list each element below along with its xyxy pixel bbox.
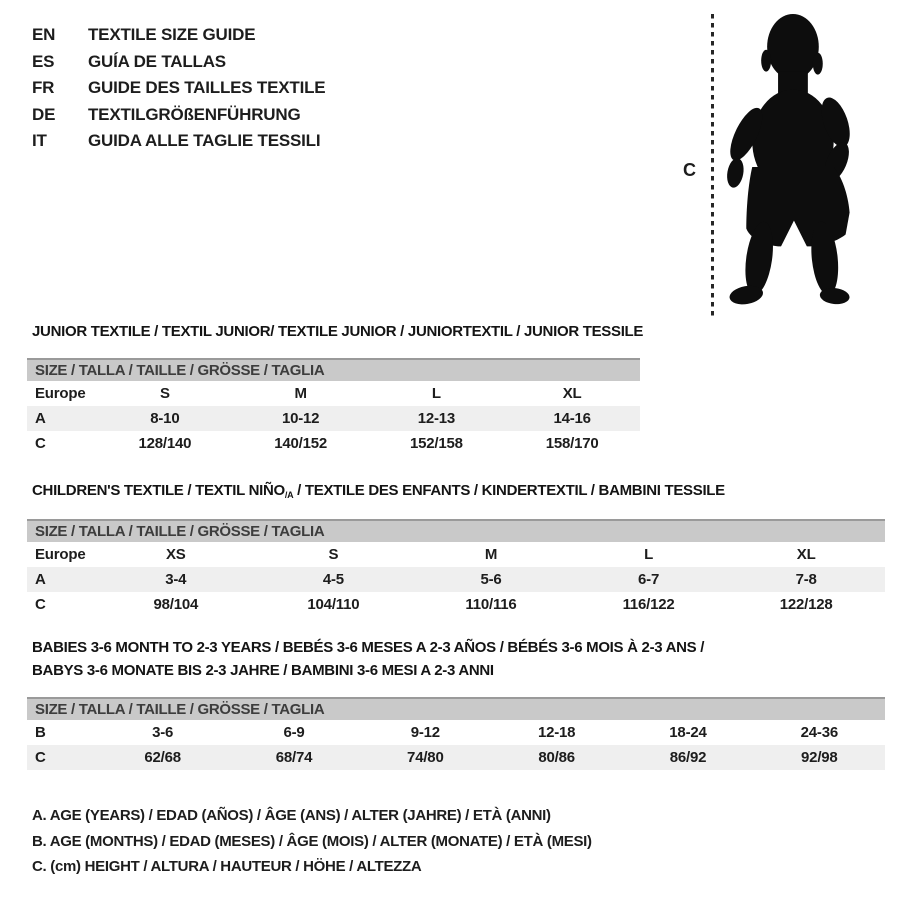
language-row bbox=[32, 49, 325, 76]
row-label: Europe bbox=[35, 385, 86, 402]
size-value-cell: 80/86 bbox=[538, 749, 575, 766]
size-value-cell: 68/74 bbox=[275, 749, 313, 766]
size-value-cell: 122/128 bbox=[779, 596, 833, 613]
language-title: TEXTILGRÖßENFÜHRUNG bbox=[88, 104, 301, 124]
table-row bbox=[27, 406, 640, 431]
size-value-cell: 158/170 bbox=[545, 435, 599, 452]
row-label: C bbox=[35, 435, 46, 452]
size-value-cell: 152/158 bbox=[409, 435, 463, 452]
size-value-cell: L bbox=[644, 546, 654, 563]
size-value-cell: 110/116 bbox=[465, 596, 517, 613]
size-value-cell: XS bbox=[165, 546, 186, 563]
size-value-cell: L bbox=[431, 385, 441, 402]
language-code: FR bbox=[32, 78, 55, 98]
size-value-cell: 18-24 bbox=[669, 724, 707, 741]
size-value-cell: 14-16 bbox=[553, 410, 591, 427]
size-table-section-2 bbox=[27, 636, 887, 770]
table-row bbox=[27, 745, 885, 770]
size-value-cell: 7-8 bbox=[795, 571, 817, 588]
size-value-cell: 3-4 bbox=[165, 571, 187, 588]
row-label: C bbox=[35, 749, 46, 766]
size-value-cell: 98/104 bbox=[153, 596, 199, 613]
section-heading bbox=[32, 636, 887, 659]
table-row bbox=[27, 542, 885, 567]
section-heading-text: BABYS 3-6 MONATE BIS 2-3 JAHRE / BAMBINI 3-6 MESI A 2-3 ANNI bbox=[32, 662, 494, 679]
size-value-cell: 6-9 bbox=[283, 724, 305, 741]
size-value-cell: 24-36 bbox=[800, 724, 838, 741]
section-heading-text: BABIES 3-6 MONTH TO 2-3 YEARS / BEBÉS 3-6 MESES A 2-3 AÑOS / BÉBÉS 3-6 MOIS À 2-3 ANS / bbox=[32, 639, 705, 656]
size-band-header: SIZE / TALLA / TAILLE / GRÖSSE / TAGLIA bbox=[27, 519, 885, 542]
size-value-cell: 12-18 bbox=[537, 724, 576, 741]
language-code: EN bbox=[32, 25, 56, 45]
section-heading bbox=[32, 320, 887, 343]
row-label: C bbox=[35, 596, 46, 613]
size-value-cell: 62/68 bbox=[144, 749, 181, 766]
size-value-cell: 12-13 bbox=[417, 410, 456, 427]
legend-line: C. (cm) HEIGHT / ALTURA / HAUTEUR / HÖHE / ALTEZZA bbox=[32, 858, 422, 875]
language-title-list bbox=[32, 22, 325, 155]
size-value-cell: 86/92 bbox=[669, 749, 707, 766]
size-value-cell: XL bbox=[796, 546, 816, 563]
size-value-cell: 92/98 bbox=[801, 749, 838, 766]
language-row bbox=[32, 75, 325, 102]
size-value-cell: M bbox=[484, 546, 498, 563]
size-value-cell: 9-12 bbox=[410, 724, 440, 741]
section-heading-text: / TEXTILE DES ENFANTS / KINDERTEXTIL / BAMBINI TESSILE bbox=[293, 482, 725, 499]
height-measure-dotted-line bbox=[711, 14, 714, 316]
measure-legend bbox=[32, 803, 592, 880]
section-heading-text: /A bbox=[284, 490, 294, 500]
section-heading-text: JUNIOR TEXTILE / TEXTIL JUNIOR/ TEXTILE JUNIOR / JUNIORTEXTIL / JUNIOR TESSILE bbox=[32, 323, 644, 340]
row-label: B bbox=[35, 724, 46, 741]
size-value-cell: S bbox=[159, 385, 170, 402]
language-title: TEXTILE SIZE GUIDE bbox=[88, 25, 256, 45]
size-value-cell: M bbox=[294, 385, 307, 402]
row-label: A bbox=[35, 571, 46, 588]
legend-line: B. AGE (MONTHS) / EDAD (MESES) / ÂGE (MOIS) / ALTER (MONATE) / ETÀ (MESI) bbox=[32, 832, 592, 850]
size-table bbox=[27, 697, 885, 770]
size-value-cell: S bbox=[328, 546, 339, 563]
size-value-cell: 3-6 bbox=[152, 724, 174, 741]
size-table-section-1 bbox=[27, 479, 887, 617]
size-value-cell: XL bbox=[562, 385, 582, 402]
language-code: IT bbox=[32, 131, 47, 151]
row-label: Europe bbox=[35, 546, 86, 563]
size-value-cell: 5-6 bbox=[480, 571, 502, 588]
section-heading bbox=[32, 479, 887, 507]
table-row bbox=[27, 567, 885, 592]
table-row bbox=[27, 592, 885, 617]
section-heading bbox=[32, 659, 887, 682]
language-row bbox=[32, 128, 325, 155]
height-measure-label: C bbox=[683, 160, 696, 180]
size-value-cell: 6-7 bbox=[638, 571, 660, 588]
size-band-header: SIZE / TALLA / TAILLE / GRÖSSE / TAGLIA bbox=[27, 697, 885, 720]
size-value-cell: 116/122 bbox=[622, 596, 675, 613]
language-title: GUIDA ALLE TAGLIE TESSILI bbox=[88, 131, 321, 151]
language-row bbox=[32, 102, 325, 129]
language-code: ES bbox=[32, 51, 55, 71]
size-value-cell: 4-5 bbox=[322, 571, 344, 588]
size-value-cell: 128/140 bbox=[138, 435, 192, 452]
table-row bbox=[27, 381, 640, 406]
section-heading-text: CHILDREN'S TEXTILE / TEXTIL NIÑO bbox=[32, 482, 285, 499]
size-band-header: SIZE / TALLA / TAILLE / GRÖSSE / TAGLIA bbox=[27, 358, 640, 381]
table-row bbox=[27, 431, 640, 456]
row-label: A bbox=[35, 410, 46, 427]
size-table bbox=[27, 358, 640, 456]
size-table bbox=[27, 519, 885, 617]
size-value-cell: 104/110 bbox=[307, 596, 360, 613]
language-title: GUIDE DES TAILLES TEXTILE bbox=[88, 78, 326, 98]
table-row bbox=[27, 720, 885, 745]
size-value-cell: 10-12 bbox=[281, 410, 320, 427]
size-table-section-0 bbox=[27, 320, 887, 456]
size-value-cell: 8-10 bbox=[150, 410, 180, 427]
language-row bbox=[32, 22, 325, 49]
language-code: DE bbox=[32, 104, 56, 124]
size-value-cell: 140/152 bbox=[274, 435, 328, 452]
legend-line: A. AGE (YEARS) / EDAD (AÑOS) / ÂGE (ANS) / ALTER (JAHRE) / ETÀ (ANNI) bbox=[32, 807, 551, 824]
baby-silhouette-icon bbox=[722, 10, 852, 308]
size-value-cell: 74/80 bbox=[407, 749, 444, 766]
language-title: GUÍA DE TALLAS bbox=[88, 51, 226, 71]
